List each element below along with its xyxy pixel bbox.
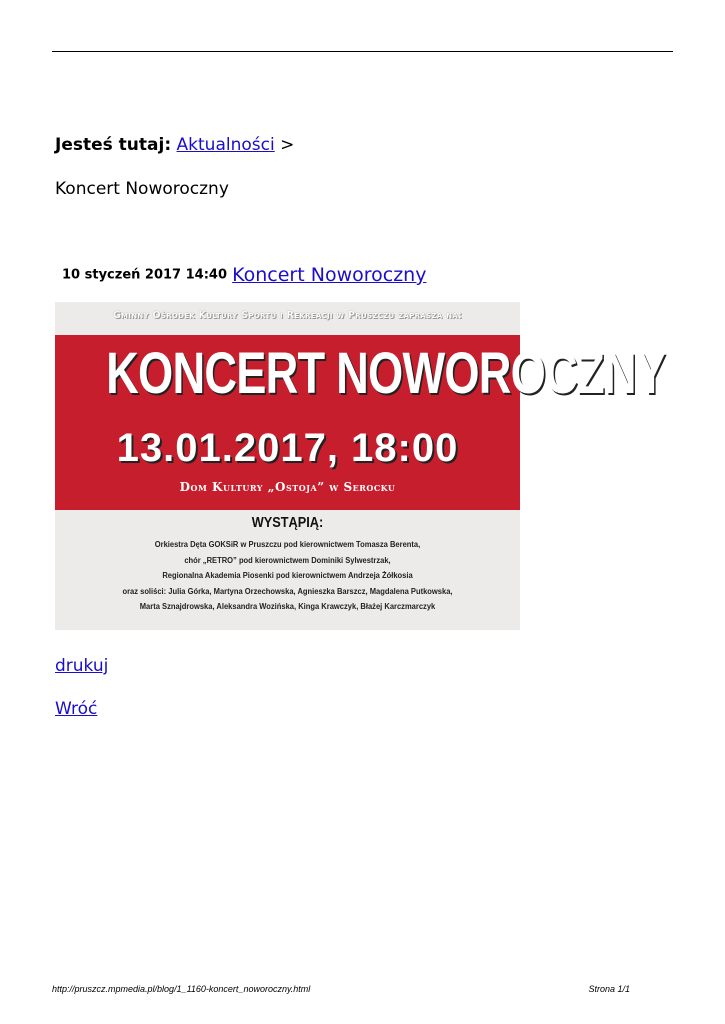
poster-line: chór „RETRO” pod kierownictwem Dominiki Sylwestrzak, [184,554,391,565]
page-title: Koncert Noworoczny [55,179,229,199]
poster-title: KONCERT NOWOROCZNY [106,341,666,406]
poster-datetime: 13.01.2017, 18:00 [116,426,459,470]
poster-header: Gminny Ośrodek Kultury Sportu i Rekreacji w Pruszczu zaprasza na: [112,310,463,321]
article-meta [62,264,426,286]
poster-line: oraz soliści: Julia Górka, Martyna Orzechowska, Agnieszka Barszcz, Magdalena Putkowska, [122,585,453,596]
breadcrumb-link-news[interactable]: Aktualności [176,135,275,155]
breadcrumb-label: Jesteś tutaj: [55,135,172,155]
article-date: 10 styczeń 2017 14:40 [62,267,228,283]
event-poster [55,302,666,630]
footer-url: http://pruszcz.mpmedia.pl/blog/1_1160-koncert_noworoczny.html [52,984,311,994]
poster-performers-heading: WYSTĄPIĄ: [251,514,324,531]
top-divider [52,51,673,52]
footer-page-number: Strona 1/1 [588,984,630,994]
poster-line: Orkiestra Dęta GOKSiR w Pruszczu pod kierownictwem Tomasza Berenta, [154,539,421,549]
poster-venue: Dom Kultury „Ostoja” w Serocku [179,480,396,494]
back-link[interactable]: Wróć [55,699,98,719]
poster-line: Marta Sznajdrowska, Aleksandra Wozińska, Kinga Krawczyk, Błażej Karczmarczyk [139,601,436,611]
poster-performers-list [55,537,520,615]
article-title-link[interactable]: Koncert Noworoczny [232,264,427,286]
breadcrumb-separator: > [280,135,295,155]
breadcrumb [55,135,294,155]
print-link[interactable]: drukuj [55,656,109,676]
poster-line: Regionalna Akademia Piosenki pod kierownictwem Andrzeja Żółkosia [162,570,413,580]
